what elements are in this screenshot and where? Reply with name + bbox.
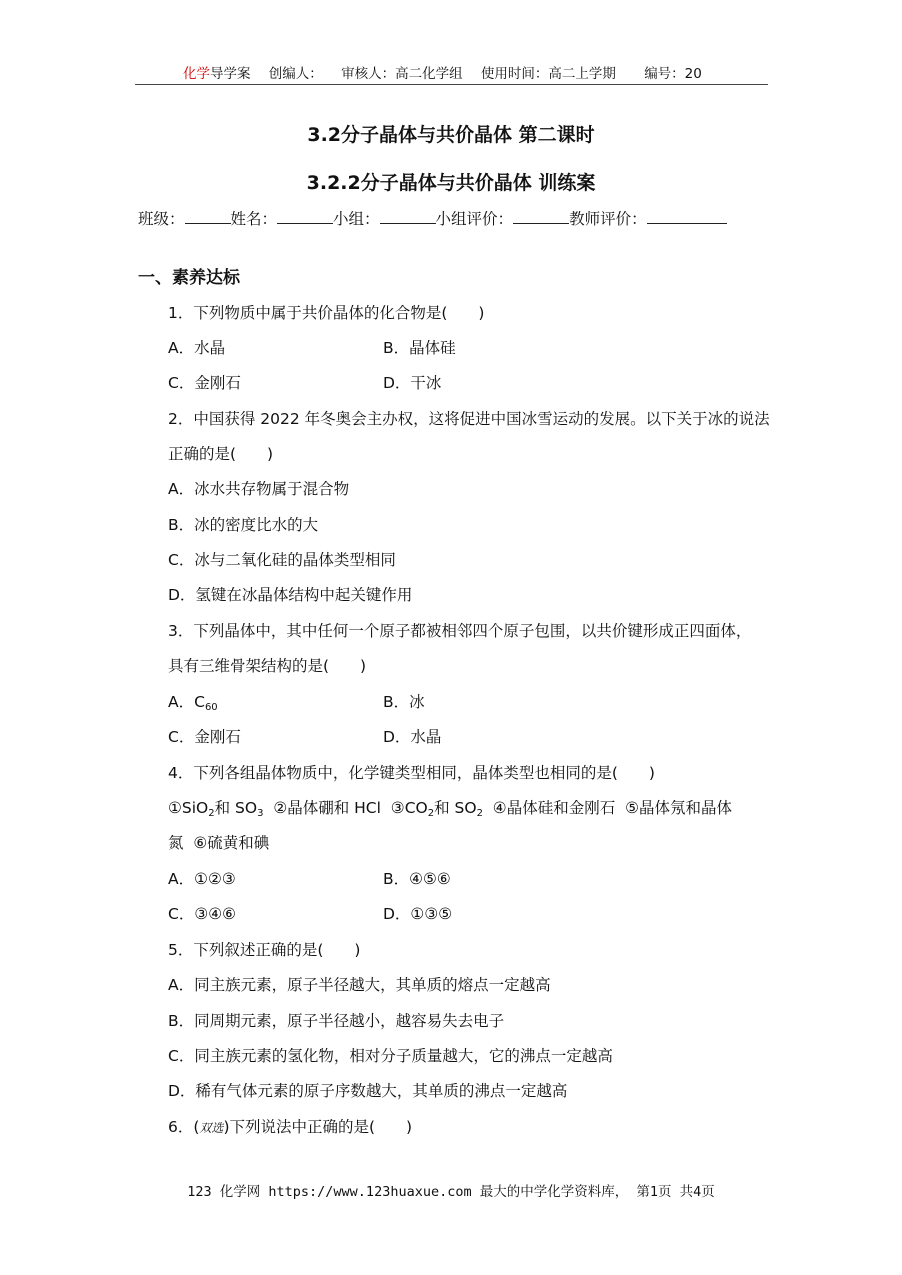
teacher-eval-blank[interactable] xyxy=(647,209,727,224)
q3-option-a-text: A．C xyxy=(168,693,205,711)
q6-tag: 双选 xyxy=(199,1121,224,1135)
page-footer: 123 化学网 https://www.123huaxue.com 最大的中学化学资料库， 第1页 共4页 xyxy=(187,1184,715,1200)
name-blank[interactable] xyxy=(277,209,333,224)
q6-text: )下列说法中正确的是( ) xyxy=(223,1118,413,1136)
group-blank[interactable] xyxy=(380,209,436,224)
q2-option-a: A．冰水共存物属于混合物 xyxy=(168,480,350,498)
q3-option-a xyxy=(168,690,218,713)
q2-stem-line1: 2．中国获得 2022 年冬奥会主办权，这将促进中国冰雪运动的发展。以下关于冰的说法 xyxy=(168,410,770,428)
q4-option-b: B．④⑤⑥ xyxy=(383,870,451,888)
q5-option-d: D．稀有气体元素的原子序数越大，其单质的沸点一定越高 xyxy=(168,1082,568,1100)
q4-stem: 4．下列各组晶体物质中，化学键类型相同，晶体类型也相同的是( ) xyxy=(168,764,655,782)
q3-option-a-subscript: 60 xyxy=(204,702,218,713)
page-subtitle: 3.2.2分子晶体与共价晶体 训练案 xyxy=(306,172,596,194)
brand-rest: 导学案 xyxy=(210,66,251,82)
q3-option-b: B．冰 xyxy=(383,693,425,711)
q2-option-b: B．冰的密度比水的大 xyxy=(168,516,319,534)
q1-option-d: D．干冰 xyxy=(383,374,442,392)
student-info-line xyxy=(138,207,727,229)
q5-option-b: B．同周期元素，原子半径越小，越容易失去电子 xyxy=(168,1012,505,1030)
q3-option-c: C．金刚石 xyxy=(168,728,241,746)
group-label: 小组： xyxy=(333,210,380,228)
q4-items-line1 xyxy=(168,796,732,819)
q1-stem: 1．下列物质中属于共价晶体的化合物是( ) xyxy=(168,304,485,322)
q4-option-d: D．①③⑤ xyxy=(383,905,453,923)
q4-item4: ④晶体硅和金刚石 xyxy=(492,799,616,817)
teacher-eval-label: 教师评价： xyxy=(569,210,647,228)
q2-stem-line2: 正确的是( ) xyxy=(168,445,274,463)
q3-stem-line1: 3．下列晶体中，其中任何一个原子都被相邻四个原子包围，以共价键形成正四面体， xyxy=(168,622,752,640)
q4-item5-cont: 氮 xyxy=(168,834,184,852)
class-label: 班级： xyxy=(138,210,185,228)
q4-item6: ⑥硫黄和碘 xyxy=(193,834,270,852)
q4-item2: ②晶体硼和 HCl xyxy=(273,799,381,817)
q5-option-c: C．同主族元素的氢化物，相对分子质量越大，它的沸点一定越高 xyxy=(168,1047,613,1065)
q2-option-c: C．冰与二氧化硅的晶体类型相同 xyxy=(168,551,396,569)
header-divider xyxy=(135,84,768,85)
q4-item1: ①SiO$_2$和 $SO_3$ xyxy=(168,799,264,819)
author-label: 创编人： xyxy=(268,66,323,82)
page-title: 3.2分子晶体与共价晶体 第二课时 xyxy=(307,124,595,146)
q4-option-a: A．①②③ xyxy=(168,870,236,888)
q4-option-c: C．③④⑥ xyxy=(168,905,237,923)
q5-stem: 5．下列叙述正确的是( ) xyxy=(168,941,361,959)
section-heading: 一、素养达标 xyxy=(138,268,240,288)
q1-option-a: A．水晶 xyxy=(168,339,226,357)
q4-item5: ⑤晶体氖和晶体 xyxy=(625,799,732,817)
group-eval-label: 小组评价： xyxy=(435,210,514,228)
q6-number: 6．( xyxy=(168,1118,200,1136)
q5-option-a: A．同主族元素，原子半径越大，其单质的熔点一定越高 xyxy=(168,976,551,994)
q1-option-c: C．金刚石 xyxy=(168,374,241,392)
q3-stem-line2: 具有三维骨架结构的是( ) xyxy=(168,657,367,675)
group-eval-blank[interactable] xyxy=(513,209,569,224)
q4-item3: $③CO_2$和 $SO_2$ xyxy=(390,799,483,819)
class-blank[interactable] xyxy=(185,209,231,224)
number-label: 编号：20 xyxy=(644,66,702,82)
name-label: 姓名： xyxy=(230,210,278,228)
q4-items-line2 xyxy=(168,831,269,853)
time-label: 使用时间：高二上学期 xyxy=(480,66,616,82)
q3-option-d: D．水晶 xyxy=(383,728,442,746)
brand-red: 化学 xyxy=(183,66,210,82)
q6-stem xyxy=(168,1115,412,1137)
q1-option-b: B．晶体硅 xyxy=(383,339,456,357)
reviewer-label: 审核人：高二化学组 xyxy=(341,66,463,82)
q2-option-d: D．氢键在冰晶体结构中起关键作用 xyxy=(168,586,413,604)
